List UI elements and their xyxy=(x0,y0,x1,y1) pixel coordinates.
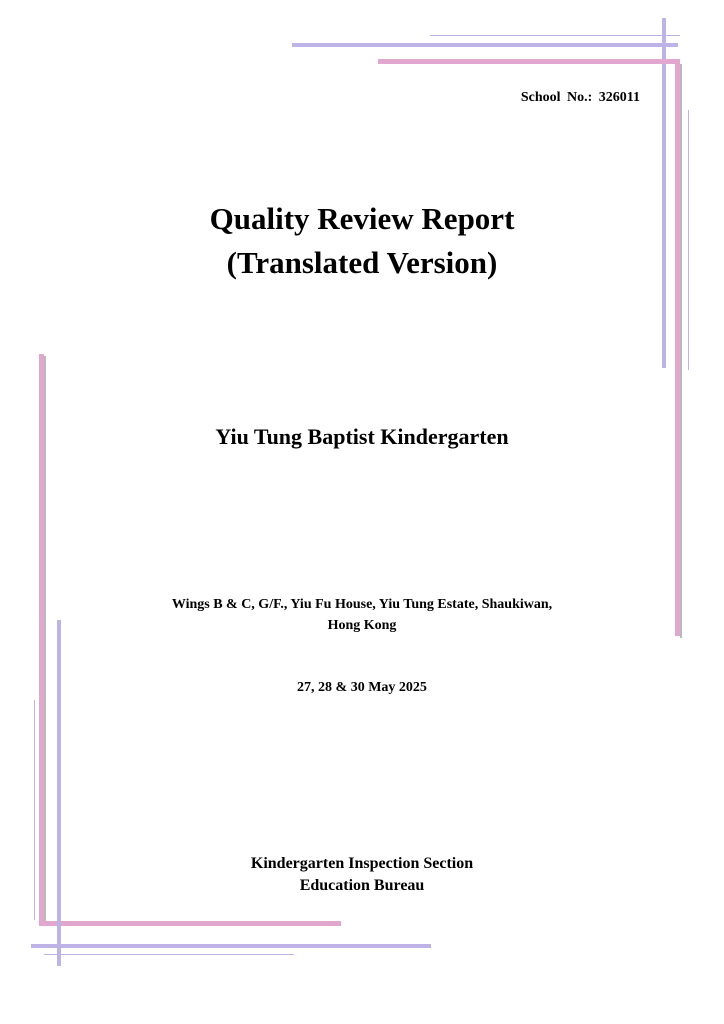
frame-line-top-thin xyxy=(430,35,680,36)
frame-pink-top xyxy=(378,59,680,64)
frame-line-bottom-thin xyxy=(44,954,294,955)
issuer-section: Kindergarten Inspection Section xyxy=(250,855,474,872)
frame-line-left xyxy=(57,620,61,966)
review-dates: 27, 28 & 30 May 2025 xyxy=(297,680,427,695)
school-number: School No.: 326011 xyxy=(520,90,640,105)
frame-line-top xyxy=(292,43,678,47)
frame-pink-bottom xyxy=(39,921,341,926)
frame-pink-right xyxy=(675,59,680,636)
frame-line-right-inner xyxy=(662,18,666,368)
report-subtitle: (Translated Version) xyxy=(226,245,498,280)
school-address-line1: Wings B & C, G/F., Yiu Fu House, Yiu Tung Estate, Shaukiwan, xyxy=(171,597,553,612)
issuer-bureau: Education Bureau xyxy=(299,877,425,894)
frame-line-bottom xyxy=(31,944,431,948)
report-title: Quality Review Report xyxy=(209,201,515,236)
school-address-line2: Hong Kong xyxy=(327,618,397,633)
frame-shadow-right xyxy=(680,64,682,638)
school-name: Yiu Tung Baptist Kindergarten xyxy=(215,424,509,449)
